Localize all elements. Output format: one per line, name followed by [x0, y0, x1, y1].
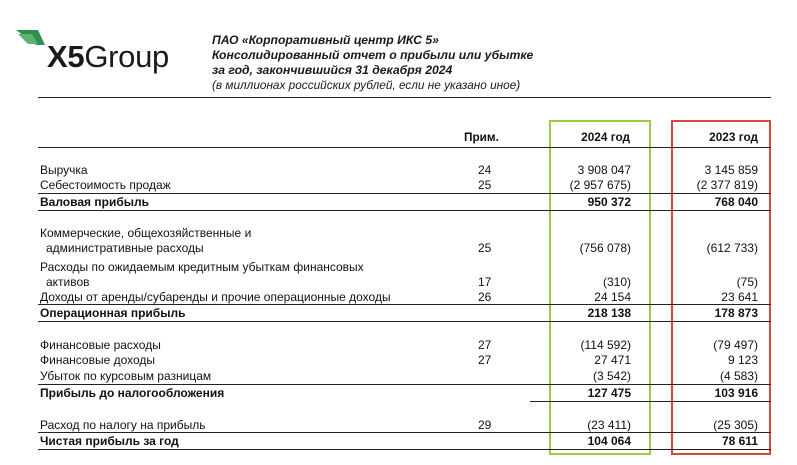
column-header-rule: [38, 147, 771, 148]
row-value-2024: 27 471: [594, 353, 631, 367]
row-value-2024: 24 154: [594, 290, 631, 304]
table-row: [38, 241, 766, 255]
row-note: 27: [478, 338, 492, 352]
table-row-subtotal: [38, 306, 766, 320]
row-value-2024: 104 064: [587, 434, 631, 448]
column-header-2024: 2024 год: [581, 130, 630, 144]
subtotal-rule: [38, 304, 771, 305]
row-label: Финансовые расходы: [40, 338, 161, 352]
row-label: Выручка: [40, 163, 88, 177]
row-value-2023: 3 145 859: [704, 163, 758, 177]
row-label: Убыток по курсовым разницам: [40, 369, 212, 383]
table-row-subtotal: [38, 195, 766, 209]
table-row: [38, 418, 766, 432]
report-units: (в миллионах российских рублей, если не указано иное): [212, 78, 521, 92]
row-value-2024: 3 908 047: [577, 163, 631, 177]
total-rule: [38, 432, 771, 433]
row-value-2023: (79 497): [713, 338, 758, 352]
subtotal-rule: [38, 193, 771, 194]
row-note: 24: [478, 163, 492, 177]
row-note: 26: [478, 290, 492, 304]
row-label-continued: активов: [46, 275, 90, 289]
row-value-2023: (2 377 819): [696, 178, 758, 192]
row-note: 17: [478, 275, 492, 289]
row-note: 25: [478, 178, 492, 192]
row-value-2024: 950 372: [587, 195, 631, 209]
total-rule: [38, 449, 771, 450]
x5-group-logo: [14, 28, 174, 78]
row-label: Прибыль до налогообложения: [40, 386, 225, 400]
row-value-2023: 78 611: [721, 434, 758, 448]
logo-text: X5Group: [47, 39, 169, 74]
row-value-2023: 178 873: [714, 306, 758, 320]
table-row: [38, 275, 766, 289]
table-row: [38, 338, 766, 352]
subtotal-rule: [38, 321, 771, 322]
row-value-2024: 218 138: [587, 306, 631, 320]
company-name: ПАО «Корпоративный центр ИКС 5»: [212, 33, 439, 47]
row-value-2024: (756 078): [579, 241, 631, 255]
table-row: [38, 369, 766, 383]
row-label-continued: административные расходы: [46, 241, 204, 255]
row-value-2024: (310): [602, 275, 631, 289]
row-value-2023: 103 916: [714, 386, 758, 400]
row-value-2023: (612 733): [706, 241, 758, 255]
row-value-2024: (2 957 675): [569, 178, 631, 192]
table-row-total: [38, 434, 766, 448]
row-note: 25: [478, 241, 492, 255]
row-value-2023: 9 123: [727, 353, 758, 367]
table-row: [38, 353, 766, 367]
table-row-subtotal: [38, 386, 766, 400]
subtotal-rule: [38, 210, 771, 211]
report-period: за год, закончившийся 31 декабря 2024: [212, 63, 453, 77]
subtotal-rule: [38, 384, 771, 385]
row-value-2023: 23 641: [721, 290, 758, 304]
table-row: [38, 260, 766, 274]
row-value-2024: 127 475: [587, 386, 631, 400]
row-label: Себестоимость продаж: [40, 178, 171, 192]
row-label: Расход по налогу на прибыль: [40, 418, 206, 432]
table-row: [38, 178, 766, 192]
row-label: Валовая прибыль: [40, 195, 149, 209]
row-label: Коммерческие, общехозяйственные и: [40, 226, 252, 240]
table-row: [38, 226, 766, 240]
row-value-2024: (23 411): [587, 418, 631, 432]
row-note: 29: [478, 418, 492, 432]
row-value-2023: (75): [736, 275, 758, 289]
table-row: [38, 163, 766, 177]
report-title: Консолидированный отчет о прибыли или убытке: [212, 48, 534, 62]
row-label: Доходы от аренды/субаренды и прочие операционные доходы: [40, 290, 391, 304]
table-row: [38, 290, 766, 304]
row-label: Чистая прибыль за год: [40, 434, 179, 448]
row-label: Операционная прибыль: [40, 306, 186, 320]
subtotal-rule: [530, 401, 771, 402]
row-label: Финансовые доходы: [40, 353, 156, 367]
row-value-2024: (3 542): [592, 369, 631, 383]
report-header: [212, 33, 533, 93]
header-rule: [38, 97, 771, 98]
row-label: Расходы по ожидаемым кредитным убыткам финансовых: [40, 260, 364, 274]
column-header-note: Прим.: [464, 130, 499, 144]
column-header-2023: 2023 год: [709, 130, 758, 144]
row-value-2023: (4 583): [719, 369, 758, 383]
row-value-2024: (114 592): [580, 338, 631, 352]
row-value-2023: (25 305): [713, 418, 758, 432]
row-note: 27: [478, 353, 492, 367]
row-value-2023: 768 040: [714, 195, 758, 209]
